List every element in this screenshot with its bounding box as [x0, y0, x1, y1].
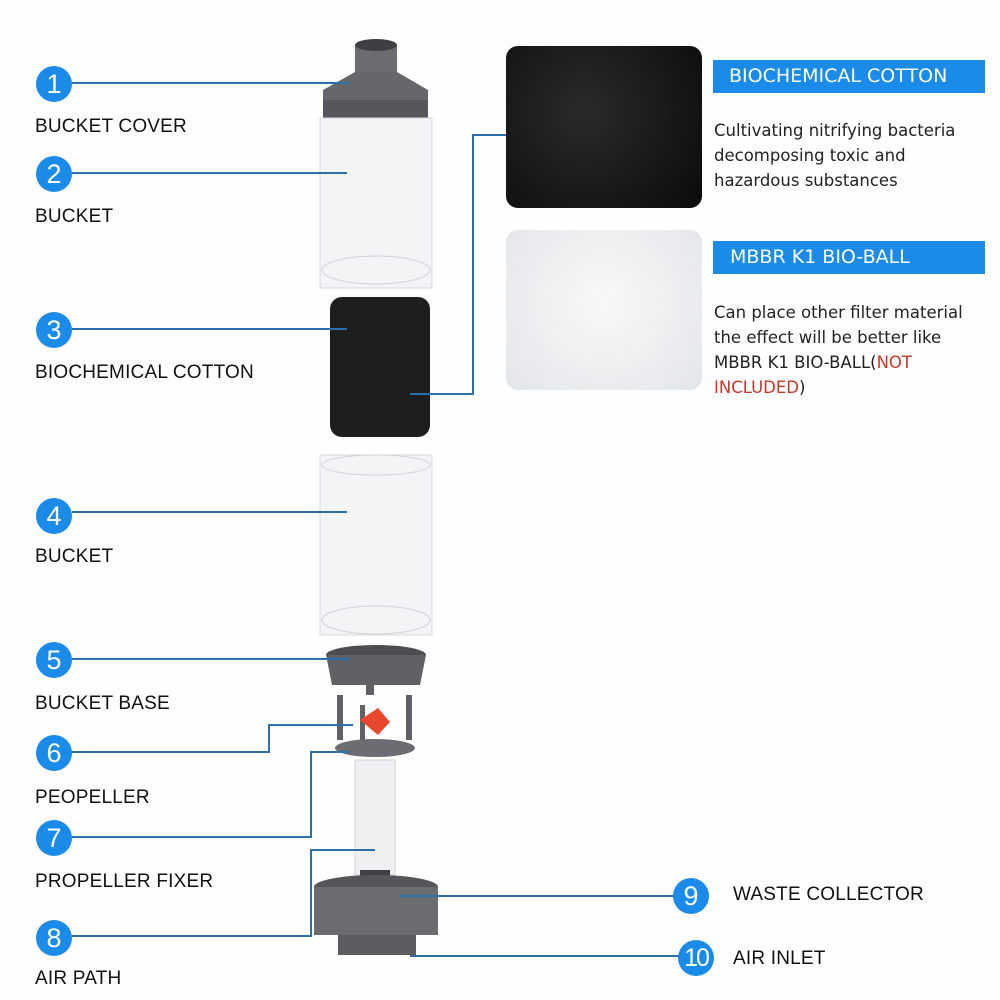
leader-line: [72, 658, 350, 660]
biochemical-cotton-graphic: [330, 297, 430, 437]
part-number-badge: 2: [36, 156, 72, 192]
leader-line: [472, 134, 507, 136]
leader-line: [72, 836, 312, 838]
leader-line: [268, 724, 270, 753]
propeller-fixer-graphic: [335, 695, 415, 757]
part-label-propeller: PEOPELLER: [35, 787, 150, 808]
part-number-badge: 10: [678, 940, 714, 976]
part-label-waste-collector: WASTE COLLECTOR: [733, 884, 924, 905]
callout-desc-biochemical-cotton: Cultivating nitrifying bacteria decomposing toxic and hazardous substances: [714, 121, 956, 190]
part-label-air-inlet: AIR INLET: [733, 948, 826, 969]
part-number-badge: 4: [36, 498, 72, 534]
part-number-badge: 3: [36, 312, 72, 348]
bio-ball-photo: [506, 230, 702, 390]
leader-line: [310, 751, 350, 753]
leader-line: [310, 849, 312, 937]
air-path-graphic: [355, 760, 395, 875]
leader-line: [472, 134, 474, 395]
callout-title-biochemical-cotton: BIOCHEMICAL COTTON: [713, 60, 985, 93]
biochemical-cotton-photo: [506, 46, 702, 208]
part-number-badge: 6: [36, 735, 72, 771]
leader-line: [268, 724, 353, 726]
part-label-bucket: BUCKET: [35, 546, 114, 567]
leader-line: [72, 751, 270, 753]
part-label-biochemical-cotton: BIOCHEMICAL COTTON: [35, 362, 254, 383]
bucket-base-graphic: [326, 645, 426, 695]
part-number-badge: 7: [36, 820, 72, 856]
not-included-note: NOT: [876, 353, 912, 372]
leader-line: [400, 895, 675, 897]
leader-line: [310, 849, 375, 851]
leader-line: [72, 328, 347, 330]
leader-line: [410, 393, 474, 395]
part-label-bucket-base: BUCKET BASE: [35, 693, 170, 714]
leader-line: [310, 751, 312, 838]
part-number-badge: 1: [36, 66, 72, 102]
bucket-cover-graphic: [323, 39, 428, 118]
part-number-badge: 9: [673, 878, 709, 914]
not-included-note: INCLUDED: [714, 378, 800, 397]
leader-line: [72, 935, 312, 937]
part-label-air-path: AIR PATH: [35, 968, 122, 989]
part-label-bucket-cover: BUCKET COVER: [35, 116, 187, 137]
leader-line: [72, 82, 350, 84]
bucket-top-graphic: [320, 118, 432, 288]
part-label-propeller-fixer: PROPELLER FIXER: [35, 871, 214, 892]
callout-title-bio-ball: MBBR K1 BIO-BALL: [713, 241, 985, 274]
leader-line: [410, 955, 680, 957]
waste-collector-graphic: [314, 870, 438, 955]
part-number-badge: 8: [36, 920, 72, 956]
leader-line: [72, 172, 347, 174]
leader-line: [72, 511, 347, 513]
callout-desc-bio-ball: Can place other filter material the effect will be better like MBBR K1 BIO-BALL(NOT INCLUDED): [714, 303, 963, 397]
part-number-badge: 5: [36, 642, 72, 678]
bucket-bottom-graphic: [320, 455, 432, 635]
part-label-bucket: BUCKET: [35, 206, 114, 227]
